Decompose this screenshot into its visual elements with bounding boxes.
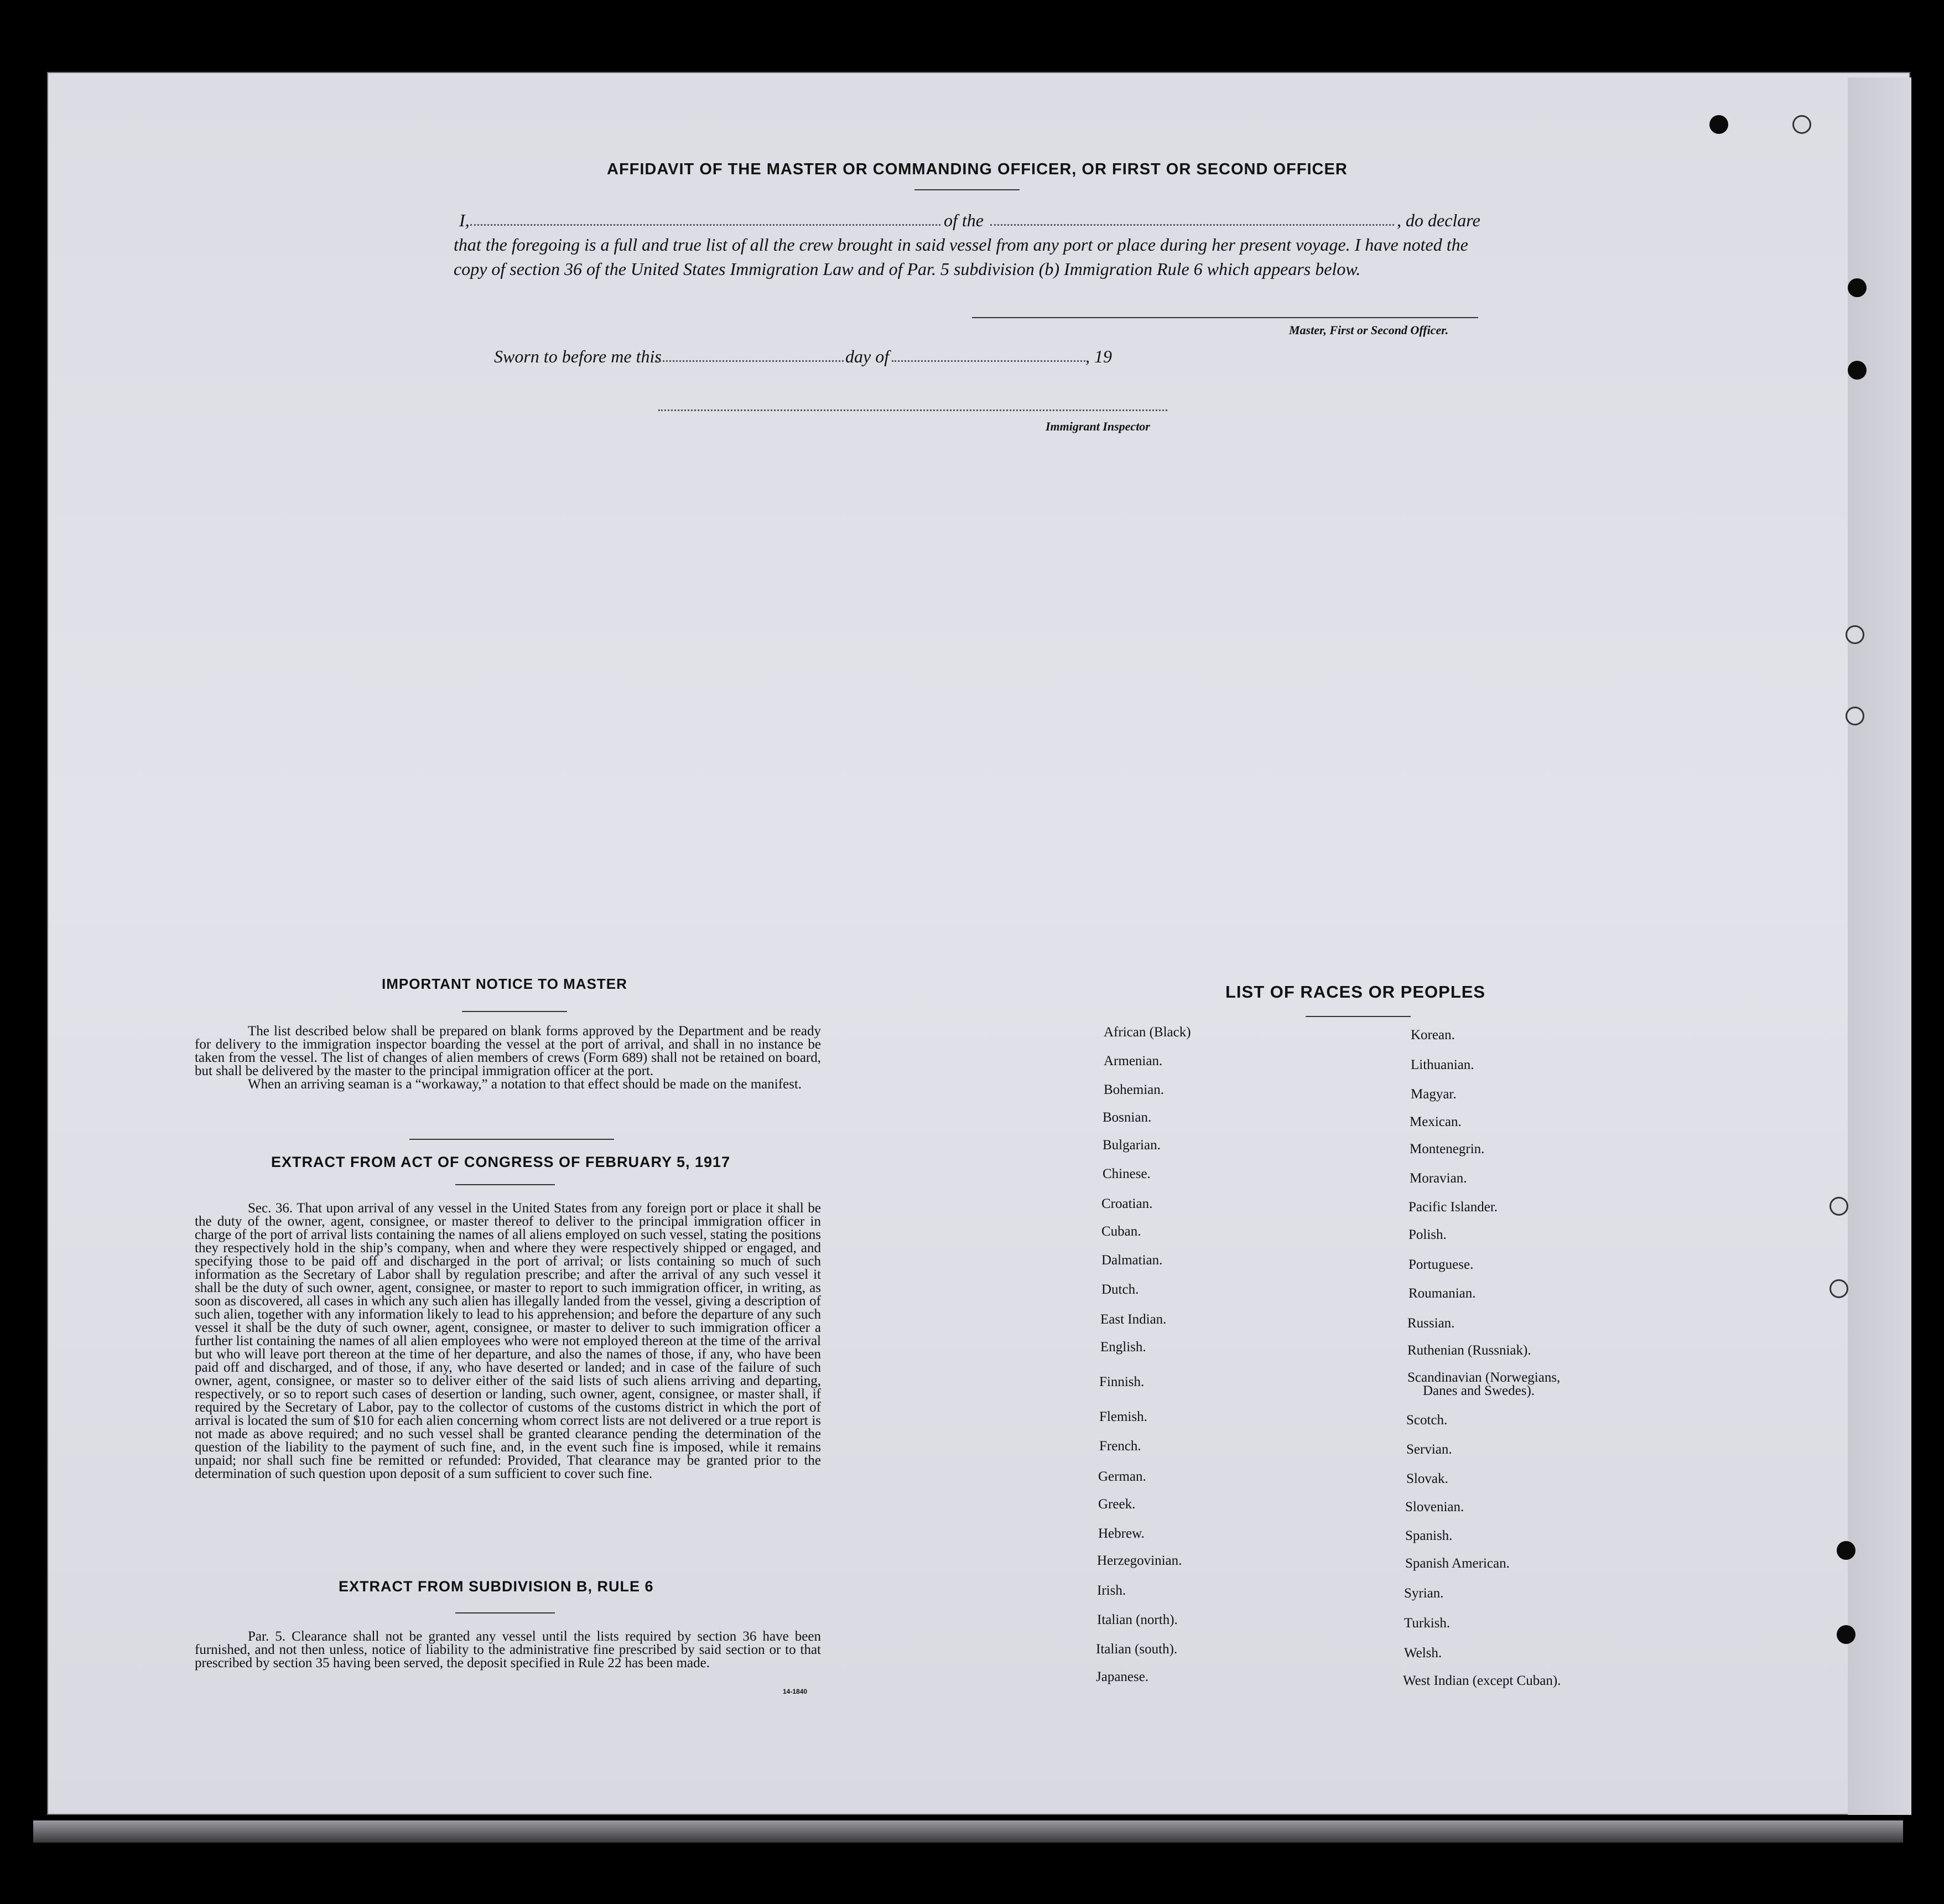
notice-paragraph: When an arriving seaman is a “workaway,” a notation to that effect should be made on the manifest.: [248, 1077, 802, 1092]
name-field[interactable]: [470, 224, 940, 226]
document-page: [47, 72, 1910, 1815]
signature-line[interactable]: [972, 317, 1478, 318]
race-item: Cuban.: [1101, 1224, 1141, 1239]
affidavit-line-i: I,: [459, 210, 470, 230]
inspector-signature-line[interactable]: [658, 409, 1167, 411]
race-item: Bulgarian.: [1103, 1138, 1161, 1153]
race-item: Mexican.: [1410, 1114, 1462, 1129]
race-item: Spanish.: [1405, 1528, 1453, 1543]
divider: [455, 1612, 555, 1614]
race-item: Croatian.: [1101, 1196, 1153, 1211]
race-item: Hebrew.: [1098, 1526, 1145, 1541]
race-item: Moravian.: [1410, 1171, 1467, 1186]
race-item: Armenian.: [1104, 1054, 1163, 1068]
race-item: Montenegrin.: [1410, 1142, 1485, 1156]
race-item: Russian.: [1407, 1316, 1455, 1331]
race-item: African (Black): [1104, 1025, 1191, 1040]
race-item: Japanese.: [1096, 1669, 1149, 1684]
race-item: French.: [1099, 1439, 1141, 1454]
sworn-day-of: day of: [845, 346, 890, 366]
race-item: Italian (north).: [1097, 1612, 1178, 1627]
race-item: Lithuanian.: [1411, 1057, 1474, 1072]
race-item: Bohemian.: [1104, 1082, 1165, 1097]
binder-hole-icon: [1709, 115, 1728, 134]
binder-hole-icon: [1829, 1279, 1848, 1298]
race-item: Turkish.: [1404, 1616, 1451, 1631]
race-item: Korean.: [1411, 1028, 1455, 1042]
divider: [1306, 1016, 1411, 1017]
inspector-label: Immigrant Inspector: [1046, 419, 1150, 433]
divider: [455, 1184, 555, 1185]
race-item: Syrian.: [1404, 1586, 1444, 1601]
race-item: Danes and Swedes).: [1423, 1383, 1535, 1398]
race-item: Magyar.: [1411, 1087, 1457, 1102]
race-item: Roumanian.: [1408, 1286, 1476, 1301]
rule-paragraph: Par. 5. Clearance shall not be granted any vessel until the lists required by section 36 have been furnished, and not then unless, notice of liability to the administrative fine prescribed by said section or to that prescribed by section 35 having been served, the deposit specified in Rule 22 has been made.: [195, 1629, 821, 1670]
race-item: Dalmatian.: [1101, 1253, 1163, 1268]
binder-hole-icon: [1846, 625, 1864, 644]
race-item: Bosnian.: [1103, 1110, 1152, 1125]
race-item: Irish.: [1097, 1583, 1126, 1598]
race-item: English.: [1100, 1340, 1146, 1355]
race-item: Slovak.: [1406, 1471, 1448, 1486]
race-item: Slovenian.: [1405, 1500, 1464, 1514]
binder-hole-icon: [1829, 1197, 1848, 1216]
form-number: 14-1840: [783, 1688, 808, 1695]
race-item: Dutch.: [1101, 1282, 1139, 1297]
sworn-month-field[interactable]: [892, 360, 1085, 362]
extract-rule-text: [195, 1630, 821, 1670]
race-item: Portuguese.: [1408, 1257, 1474, 1272]
binder-hole-icon: [1848, 361, 1867, 380]
sworn-text: Sworn to before me this: [494, 346, 662, 366]
divider: [462, 1011, 567, 1012]
race-item: Greek.: [1098, 1497, 1136, 1512]
race-item: Spanish American.: [1405, 1556, 1510, 1571]
extract-act-text: [195, 1202, 821, 1481]
race-item: Pacific Islander.: [1408, 1200, 1498, 1215]
extract-rule-title: EXTRACT FROM SUBDIVISION B, RULE 6: [339, 1578, 654, 1595]
race-item: Finnish.: [1099, 1374, 1145, 1389]
affidavit-line-2: that the foregoing is a full and true list of all the crew brought in said vessel from any port or place during her present voyage. I have noted the: [454, 235, 1468, 255]
binder-hole-icon: [1837, 1541, 1855, 1560]
divider: [409, 1139, 614, 1140]
sworn-day-field[interactable]: [656, 360, 844, 362]
race-item: East Indian.: [1100, 1312, 1167, 1327]
race-item: Chinese.: [1103, 1166, 1151, 1181]
affidavit-line-3: copy of section 36 of the United States Immigration Law and of Par. 5 subdivision (b) Immigration Rule 6 which appears below.: [454, 259, 1361, 279]
binder-hole-icon: [1846, 707, 1864, 725]
signature-label: Master, First or Second Officer.: [1289, 323, 1449, 337]
sworn-year: , 19: [1085, 346, 1112, 366]
page-right-strip: [1848, 77, 1911, 1815]
race-item: West Indian (except Cuban).: [1403, 1673, 1561, 1688]
affidavit-line-of: of the: [944, 210, 984, 230]
race-item: German.: [1098, 1469, 1146, 1484]
binder-hole-icon: [1792, 115, 1811, 134]
vessel-field[interactable]: [990, 224, 1394, 226]
race-item: Scandinavian (Norwegians,: [1407, 1370, 1561, 1385]
affidavit-line-declare: , do declare: [1397, 210, 1480, 230]
section-body: That upon arrival of any vessel in the United States from any foreign port or place it shall be the duty of the owner, agent, consignee, or master thereof to deliver to the principal immigration officer in charge of the port of arrival lists containing the names of all aliens employed on such vessel, stating the positions they respectively hold in the ship’s company, when and where they were respectively shipped or engaged, and specifying those to be paid off and discharged in the port of arrival; or lists containing so much of such information as the Secretary of Labor shall by regulation prescribe; and after the arrival of any such vessel it shall be the duty of such owner, agent, consignee, or master to report to such immigration officer, in writing, as soon as discovered, all cases in which any such alien has illegally landed from the vessel, giving a description of such alien, together with any information likely to lead to his apprehension; and before the departure of any such vessel it shall be the duty of such owner, agent, consignee, or master to deliver to such immigration officer a further list containing the names of all alien employees who were not employed thereon at the time of the arrival but who will leave port thereon at the time of her departure, and also the names of those, if any, who have been paid off and discharged, and of those, if any, who have deserted or landed; and in case of the failure of such owner, agent, consignee, or master so to deliver either of the said lists of such aliens arriving and departing, respectively, or so to report such cases of desertion or landing, such owner, agent, consignee, or master shall, if required by the Secretary of Labor, pay to the collector of customs of the customs district in which the port of arrival is located the sum of $10 for each alien concerning whom correct lists are not delivered or a true report is not made as above required; and no such vessel shall be granted clearance pending the determination of the question of the liability to the payment of such fine, and, in the event such fine is imposed, while it remains unpaid; nor shall such fine be remitted or refunded: Provided, That clearance may be granted prior to the determination of such question upon deposit of a sum sufficient to cover such fine.: [195, 1201, 821, 1481]
notice-title: IMPORTANT NOTICE TO MASTER: [382, 976, 627, 992]
binder-hole-icon: [1848, 278, 1867, 297]
race-item: Flemish.: [1099, 1409, 1147, 1424]
page-bottom-fold: [33, 1820, 1903, 1843]
race-item: Italian (south).: [1096, 1642, 1178, 1657]
race-item: Herzegovinian.: [1097, 1553, 1182, 1568]
notice-paragraph: The list described below shall be prepared on blank forms approved by the Department and be ready for delivery to the immigration inspector boarding the vessel at the port of arrival, and shall in no instance be taken from the vessel. The list of changes of alien members of crews (Form 689) shall not be retained on board, but shall be delivered by the master to the principal immigration officer at the port.: [195, 1024, 821, 1078]
section-label: Sec. 36.: [248, 1201, 293, 1216]
race-item: Scotch.: [1406, 1413, 1448, 1428]
divider: [914, 189, 1020, 190]
affidavit-title: AFFIDAVIT OF THE MASTER OR COMMANDING OFFICER, OR FIRST OR SECOND OFFICER: [607, 160, 1348, 178]
notice-text: [195, 1025, 821, 1091]
extract-act-title: EXTRACT FROM ACT OF CONGRESS OF FEBRUARY 5, 1917: [271, 1154, 731, 1170]
race-item: Ruthenian (Russniak).: [1407, 1343, 1531, 1358]
race-item: Polish.: [1408, 1227, 1447, 1242]
race-item: Servian.: [1406, 1442, 1452, 1457]
race-item: Welsh.: [1404, 1646, 1442, 1661]
binder-hole-icon: [1837, 1625, 1855, 1644]
races-title: LIST OF RACES OR PEOPLES: [1225, 982, 1486, 1002]
